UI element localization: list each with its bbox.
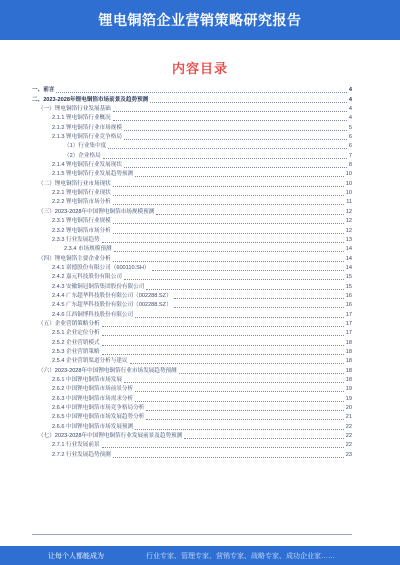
toc-entry[interactable] [32,376,352,385]
toc-leader-dots [124,279,344,280]
toc-bottom-divider [32,534,352,535]
toc-entry[interactable] [32,245,352,254]
toc-entry[interactable] [32,320,352,329]
toc-entry[interactable] [32,86,352,95]
toc-entry[interactable] [32,207,352,216]
toc-entry-label: 2.1.4 锂电铜箔行业发展现状 [52,162,122,169]
toc-entry-page: 10 [345,171,352,178]
toc-entry-page: 18 [345,367,352,374]
toc-entry-label: 2.5.1 企业定位分析 [52,330,100,337]
toc-entry[interactable] [32,151,352,160]
toc-leader-dots [146,419,343,420]
report-title: 锂电铜箔企业营销策略研究报告 [98,12,302,28]
toc-entry-label: 2.1.2 锂电铜箔行业市场规模 [52,124,122,131]
toc-entry-page: 15 [345,274,352,281]
toc-entry[interactable] [32,170,352,179]
toc-entry-label: 2.3.3 行业发展趋势 [52,236,100,243]
toc-entry[interactable] [32,105,352,114]
toc-leader-dots [146,289,343,290]
toc-entry-page: 6 [348,134,352,141]
toc-entry-label: （1）行业集中度 [64,143,107,150]
toc-entry-label: 2.4.6 江西铜博科技股份有限公司 [52,311,134,318]
toc-entry-page: 12 [345,218,352,225]
toc-entry[interactable] [32,450,352,459]
toc-leader-dots [184,438,344,439]
toc-entry-page: 5 [348,124,352,131]
toc-entry[interactable] [32,385,352,394]
toc-entry-label: 2.4.1 诺德股份有限公司（600110.SH） [52,264,150,271]
toc-entry[interactable] [32,142,352,151]
toc-leader-dots [113,233,344,234]
toc-leader-dots [108,148,347,149]
footer-roles: 行业专家、管理专家、营销专家、战略专家、成功企业家…… [146,552,335,560]
toc-entry-page: 12 [345,208,352,215]
toc-leader-dots [102,447,344,448]
toc-leader-dots [179,373,344,374]
toc-leader-dots [113,186,344,187]
toc-entry-label: 2.1.3 锂电铜箔行业竞争格局 [52,134,122,141]
toc-entry-page: 6 [348,143,352,150]
footer-slogan: 让每个人都能成为 [48,552,104,560]
toc-leader-dots [146,410,343,411]
toc-entry[interactable] [32,432,352,441]
toc-entry-page: 17 [345,320,352,327]
toc-entry-label: 2.4.3 安徽铜冠铜箔集团股份有限公司 [52,283,145,290]
toc-entry-label: 2.7.2 行业发展趋势预测 [52,451,111,458]
toc-entry-label: 2.3.1 锂电铜箔行业规模 [52,218,111,225]
toc-entry-page: 17 [345,311,352,318]
toc-entry-page: 7 [348,152,352,159]
toc-entry-page: 10 [345,180,352,187]
toc-leader-dots [113,261,344,262]
toc-leader-dots [156,214,344,215]
toc-leader-dots [124,139,347,140]
toc-entry-page: 19 [345,386,352,393]
toc-leader-dots [135,401,344,402]
toc-entry[interactable] [32,282,352,291]
toc-entry[interactable] [32,123,352,132]
toc-leader-dots [152,270,344,271]
toc-leader-dots [56,92,346,93]
toc-entry-page: 19 [345,395,352,402]
toc-leader-dots [102,345,344,346]
toc-leader-dots [124,167,347,168]
report-header [0,0,400,40]
toc-entry-page: 12 [345,227,352,234]
toc-entry-page: 10 [345,190,352,197]
toc-entry[interactable] [32,236,352,245]
toc-entry-page: 22 [345,423,352,430]
toc-entry[interactable] [32,198,352,207]
toc-entry[interactable] [32,189,352,198]
toc-entry[interactable] [32,133,352,142]
toc-entry-page: 17 [345,330,352,337]
toc-entry-label: 2.2.2 锂电铜箔市场分析 [52,199,111,206]
toc-leader-dots [113,223,344,224]
toc-entry-page: 16 [345,292,352,299]
toc-entry-label: 2.2.1 锂电铜箔行业现状 [52,190,111,197]
toc-entry-label: 2.5.2 企业营销模式 [52,339,100,346]
toc-entry-page: 14 [345,246,352,253]
toc-entry-page: 23 [345,451,352,458]
toc-leader-dots [124,130,347,131]
toc-entry-page: 18 [345,348,352,355]
toc-entry-label: 2.6.2 中国锂电铜箔市场前景分析 [52,386,134,393]
toc-entry-page: 16 [345,302,352,309]
toc-entry-page: 22 [345,442,352,449]
toc-entry-page: 14 [345,264,352,271]
toc-entry-label: 2.6.6 中国锂电铜箔市场发展预测 [52,423,134,430]
toc-entry-page: 11 [346,199,352,206]
toc-leader-dots [102,326,344,327]
toc-entry-page: 4 [348,106,352,113]
toc-entry-page: 14 [345,255,352,262]
toc-entry[interactable] [32,366,352,375]
toc-entry-label: 2.7.1 行业发展前景 [52,442,100,449]
toc-entry-page: 22 [345,433,352,440]
toc-entry-label: （三）2023-2028年中国锂电铜箔市场规模预测 [38,208,155,215]
toc-entry[interactable] [32,217,352,226]
toc-title: 内容目录 [171,61,228,76]
toc-entry[interactable] [32,441,352,450]
toc-entry-label: （一）锂电铜箔行业发展基础 [38,106,111,113]
toc-entry-label: 2.6.5 中国锂电铜箔市场发展趋势分析 [52,414,145,421]
toc-entry-label: （四）锂电铜箔主要企业分析 [38,255,111,262]
toc-leader-dots [102,354,344,355]
toc-entry[interactable] [32,310,352,319]
toc-leader-dots [113,204,344,205]
toc-leader-dots [114,251,344,252]
toc-leader-dots [103,158,347,159]
toc-entry[interactable] [32,329,352,338]
toc-entry[interactable] [32,348,352,357]
toc-entry[interactable] [32,338,352,347]
toc-entry-page: 4 [348,96,352,103]
toc-entry-label: 2.4.5 广东超华科技股份有限公司（002288.SZ） [52,302,172,309]
toc-entry-page: 8 [348,162,352,169]
toc-entry-label: 一、前言 [32,87,55,94]
toc-entry[interactable] [32,422,352,431]
toc-entry-label: 2.5.3 企业营销策略 [52,348,100,355]
toc-entry-page: 18 [345,339,352,346]
toc-entry-page: 13 [345,236,352,243]
toc-entry-page: 18 [345,377,352,383]
toc-entry-label: （二）锂电铜箔行业市场现状 [38,180,111,187]
toc-entry[interactable] [32,114,352,123]
toc-entry-label: 2.6.3 中国锂电铜箔市场需求分析 [52,395,134,402]
toc-entry[interactable] [32,254,352,263]
toc-leader-dots [135,391,344,392]
toc-entry[interactable] [32,161,352,170]
toc-leader-dots [174,298,344,299]
toc-entry-label: 2.4.4 广东超华科技股份有限公司（002288.SZ） [52,292,172,299]
toc-entry-label: 2.1.1 锂电铜箔行业概况 [52,115,111,122]
toc-entry[interactable] [32,292,352,301]
toc-leader-dots [130,363,344,364]
toc-entry-page: 20 [345,405,352,412]
toc-entry-page: 15 [345,283,352,290]
toc-entry-label: （七）2023-2028年中国锂电铜箔行业发展前景及趋势预测 [38,433,183,440]
toc-leader-dots [150,102,347,103]
toc-entry[interactable] [32,357,352,366]
toc-entry[interactable] [32,301,352,310]
toc-leader-dots [135,317,344,318]
toc-entry[interactable] [32,404,352,413]
toc-entry-page: 18 [345,358,352,365]
report-footer [0,546,400,565]
toc-entry-label: （五）企业营销策略分析 [38,320,100,327]
toc-entry[interactable] [32,394,352,403]
toc-leader-dots [135,176,344,177]
toc-entry-label: 2.6.4 中国锂电铜箔市场竞争格局分析 [52,405,145,412]
toc-entry-label: 2.3.2 锂电铜箔市场分析 [52,227,111,234]
toc-entry[interactable] [32,95,352,104]
toc-entry-page: 4 [348,87,352,94]
toc-entry-page: 4 [348,115,352,122]
toc-leader-dots [113,120,347,121]
toc-entry-label: 2.6.1 中国锂电铜箔市场发展 [52,377,122,383]
toc-list [32,86,352,460]
toc-entry-label: 2.5.4 企业营销渠道分析与建议 [52,358,128,365]
toc-leader-dots [102,242,344,243]
toc-leader-dots [102,335,344,336]
toc-leader-dots [113,111,347,112]
toc-entry-label: （2）企业格局 [64,152,101,159]
toc-leader-dots [113,457,344,458]
toc-leader-dots [113,195,344,196]
toc-leader-dots [174,307,344,308]
toc-entry-label: 2.3.4 市场规模预测 [64,246,112,253]
toc-entry-label: （六）2023-2028年中国锂电铜箔行业市场发展趋势预测 [38,367,177,374]
toc-entry[interactable] [32,179,352,188]
toc-leader-dots [124,382,344,383]
toc-entry-label: 2.1.5 锂电铜箔行业发展趋势预测 [52,171,134,178]
toc-entry-label: 二、2023-2028年锂电铜箔市场前景及趋势预测 [32,96,149,103]
toc-entry[interactable] [32,264,352,273]
toc-entry[interactable] [32,226,352,235]
toc-entry-page: 21 [345,414,352,421]
toc-leader-dots [135,429,344,430]
toc-entry[interactable] [32,273,352,282]
toc-entry[interactable] [32,413,352,422]
toc-entry-label: 2.4.2 嘉元科技股份有限公司 [52,274,122,281]
